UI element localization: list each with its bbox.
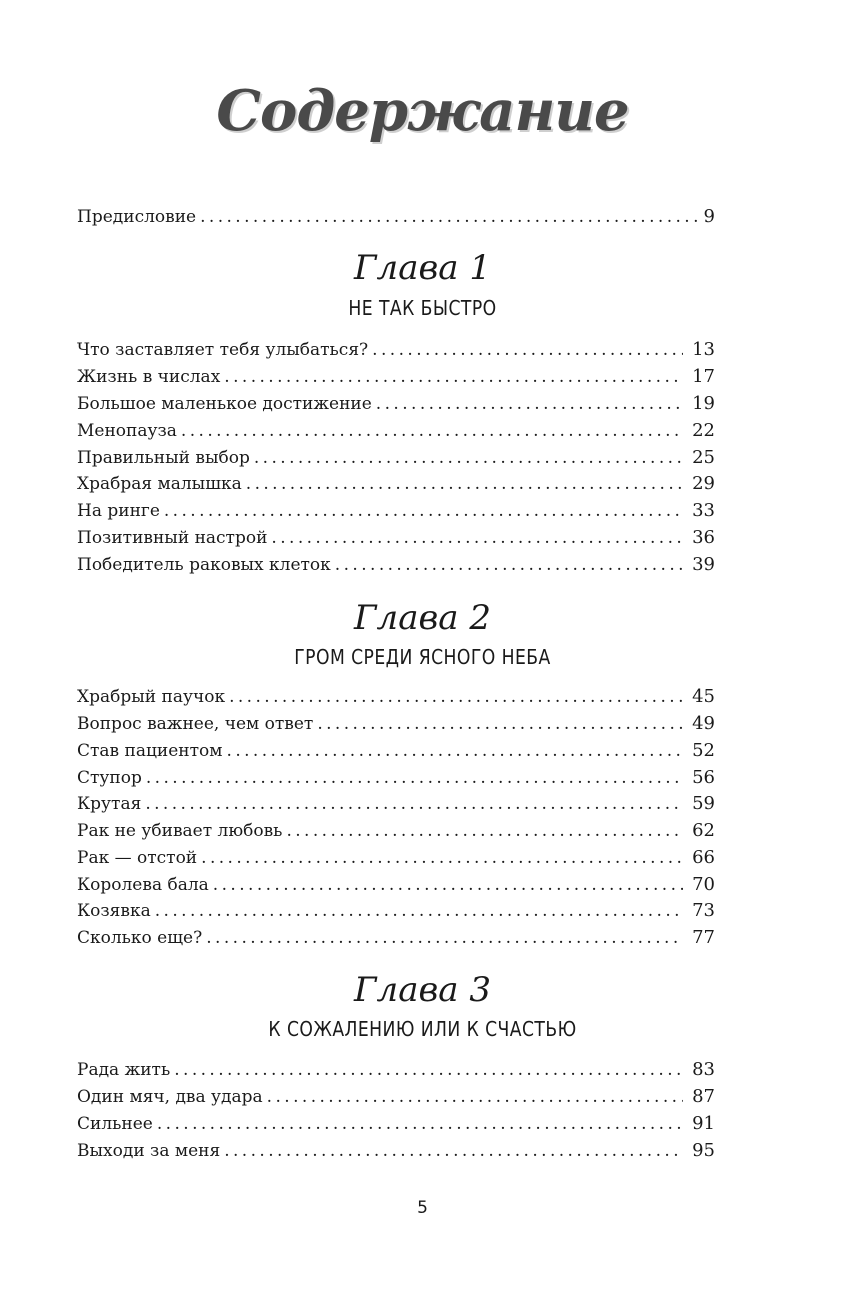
toc-entry-label: Храбрая малышка <box>77 474 242 494</box>
toc-entry-label: Рада жить <box>77 1060 171 1080</box>
toc-entry-label: Козявка <box>77 901 151 921</box>
toc-dot-leader <box>286 818 683 844</box>
toc-entry[interactable] <box>77 552 715 578</box>
toc-entry[interactable] <box>77 1057 715 1083</box>
chapter-subtitle-3: К СОЖАЛЕНИЮ ИЛИ К СЧАСТЬЮ <box>268 1017 577 1041</box>
toc-entry-page: 19 <box>692 393 715 414</box>
toc-dot-leader <box>372 337 683 363</box>
toc-entry-label: Вопрос важнее, чем ответ <box>77 714 314 734</box>
toc-dot-leader <box>224 1138 683 1164</box>
toc-dot-leader <box>145 791 683 817</box>
toc-entry-page: 33 <box>692 500 715 521</box>
toc-entry-page: 59 <box>692 793 715 814</box>
toc-entry-page: 70 <box>692 874 715 895</box>
toc-entry-page: 39 <box>692 554 715 575</box>
toc-entry-label: Предисловие <box>77 207 197 227</box>
chapter-subtitle-1: НЕ ТАК БЫСТРО <box>348 296 497 320</box>
toc-entry-label: Рак не убивает любовь <box>77 821 283 841</box>
toc-entry-label: Победитель раковых клеток <box>77 555 331 575</box>
toc-entry-page: 56 <box>692 767 715 788</box>
toc-entry-page: 73 <box>692 900 715 921</box>
toc-entry[interactable] <box>77 471 715 497</box>
toc-entry-page: 17 <box>692 366 715 387</box>
toc-entry-label: Королева бала <box>77 875 209 895</box>
toc-dot-leader <box>229 684 683 710</box>
toc-entry[interactable] <box>77 872 715 898</box>
toc-entry-page: 13 <box>692 339 715 360</box>
toc-entry-page: 95 <box>692 1140 715 1161</box>
toc-entry-label: Один мяч, два удара <box>77 1087 263 1107</box>
toc-entry-label: Что заставляет тебя улыбаться? <box>77 340 369 360</box>
toc-entry-label: Став пациентом <box>77 741 223 761</box>
toc-dot-leader <box>206 925 683 951</box>
toc-entry-page: 36 <box>692 527 715 548</box>
toc-entry-label: Большое маленькое достижение <box>77 394 372 414</box>
page-number: 5 <box>417 1198 428 1218</box>
toc-entry-page: 9 <box>703 206 715 227</box>
toc-entry-page: 77 <box>692 927 715 948</box>
toc-entry-label: Ступор <box>77 768 142 788</box>
toc-entry[interactable] <box>77 445 715 471</box>
toc-entry-label: Крутая <box>77 794 142 814</box>
toc-entry[interactable] <box>77 845 715 871</box>
toc-entry-page: 62 <box>692 820 715 841</box>
toc-entry-label: Позитивный настрой <box>77 528 268 548</box>
toc-entry-page: 49 <box>692 713 715 734</box>
toc-entry[interactable] <box>77 791 715 817</box>
toc-dot-leader <box>200 204 697 230</box>
toc-entry-label: Сильнее <box>77 1114 153 1134</box>
toc-entry[interactable] <box>77 525 715 551</box>
toc-dot-leader <box>246 471 683 497</box>
toc-dot-leader <box>155 898 683 924</box>
toc-entry-page: 52 <box>692 740 715 761</box>
toc-entry-page: 91 <box>692 1113 715 1134</box>
toc-dot-leader <box>267 1084 683 1110</box>
chapter-heading-2: Глава 2 <box>354 598 491 638</box>
toc-entry[interactable] <box>77 684 715 710</box>
chapter-heading-1: Глава 1 <box>354 248 491 288</box>
toc-entry[interactable] <box>77 765 715 791</box>
toc-entry-label: Выходи за меня <box>77 1141 221 1161</box>
toc-entry[interactable] <box>77 498 715 524</box>
toc-dot-leader <box>254 445 683 471</box>
toc-entry[interactable] <box>77 1111 715 1137</box>
toc-entry-page: 22 <box>692 420 715 441</box>
toc-dot-leader <box>271 525 683 551</box>
chapter-subtitle-2: ГРОМ СРЕДИ ЯСНОГО НЕБА <box>294 645 551 669</box>
toc-entry[interactable] <box>77 1084 715 1110</box>
toc-entry-label: Менопауза <box>77 421 177 441</box>
toc-entry-page: 25 <box>692 447 715 468</box>
toc-dot-leader <box>335 552 683 578</box>
toc-entry[interactable] <box>77 925 715 951</box>
toc-entry-page: 66 <box>692 847 715 868</box>
toc-dot-leader <box>227 738 683 764</box>
toc-dot-leader <box>146 765 683 791</box>
toc-dot-leader <box>224 364 683 390</box>
toc-dot-leader <box>201 845 683 871</box>
toc-entry[interactable] <box>77 738 715 764</box>
toc-entry-label: Храбрый паучок <box>77 687 226 707</box>
toc-entry-page: 29 <box>692 473 715 494</box>
toc-entry[interactable] <box>77 364 715 390</box>
toc-entry[interactable] <box>77 711 715 737</box>
toc-dot-leader <box>181 418 683 444</box>
toc-entry-label: На ринге <box>77 501 160 521</box>
toc-dot-leader <box>164 498 683 524</box>
toc-dot-leader <box>317 711 683 737</box>
toc-entry-label: Жизнь в числах <box>77 367 221 387</box>
toc-entry-page: 87 <box>692 1086 715 1107</box>
toc-entry[interactable] <box>77 418 715 444</box>
toc-entry[interactable] <box>77 898 715 924</box>
toc-entry[interactable] <box>77 337 715 363</box>
toc-dot-leader <box>174 1057 683 1083</box>
page-title: Содержание <box>216 78 629 144</box>
toc-dot-leader <box>213 872 683 898</box>
chapter-heading-3: Глава 3 <box>354 970 491 1010</box>
toc-entry-label: Рак — отстой <box>77 848 198 868</box>
toc-entry[interactable] <box>77 1138 715 1164</box>
toc-entry[interactable] <box>77 818 715 844</box>
toc-dot-leader <box>157 1111 683 1137</box>
toc-entry-preface[interactable] <box>77 204 715 230</box>
toc-entry-page: 45 <box>692 686 715 707</box>
toc-entry-label: Сколько еще? <box>77 928 203 948</box>
toc-dot-leader <box>376 391 683 417</box>
toc-entry[interactable] <box>77 391 715 417</box>
toc-entry-page: 83 <box>692 1059 715 1080</box>
toc-entry-label: Правильный выбор <box>77 448 250 468</box>
